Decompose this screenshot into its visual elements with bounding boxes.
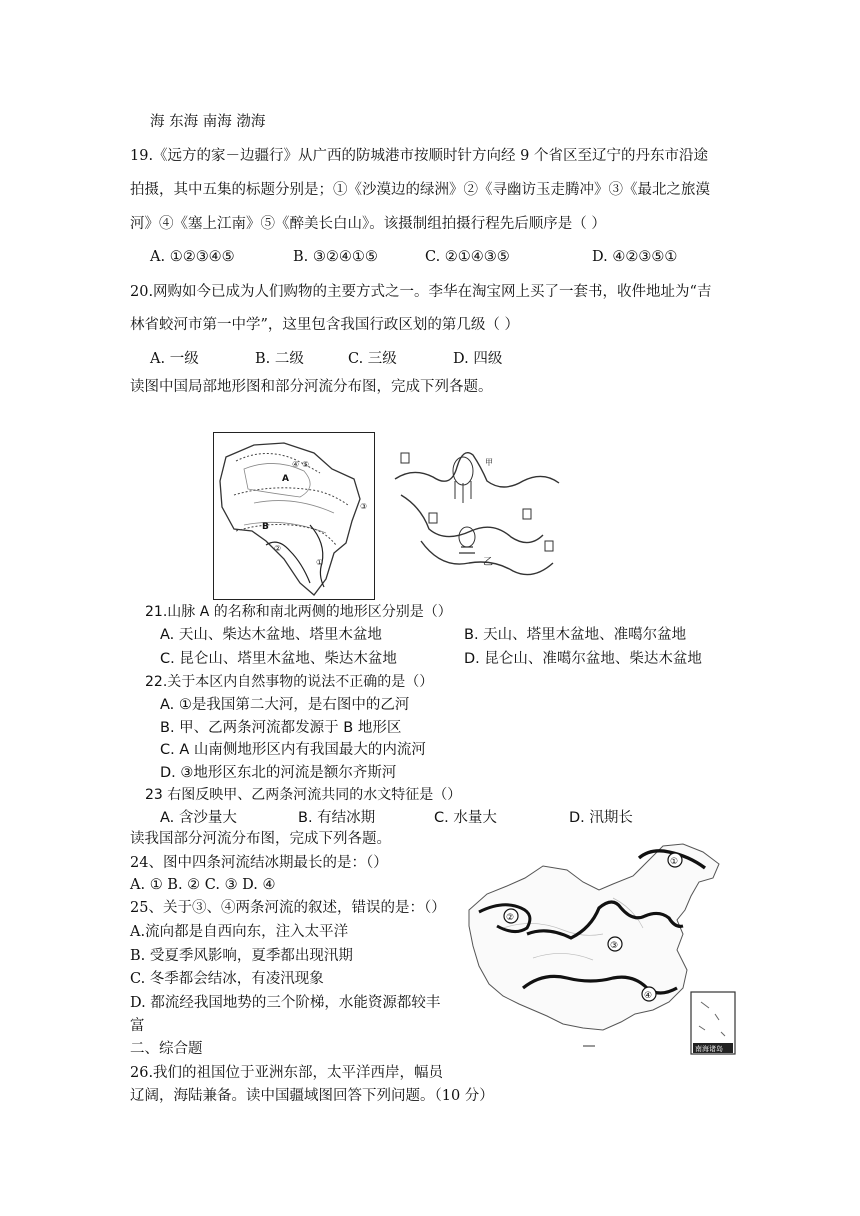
river-sketch-svg <box>393 437 561 587</box>
q21-stem: 21.山脉 A 的名称和南北两侧的地形区分别是（） <box>145 604 452 620</box>
q20-option-a: A. 一级 <box>150 351 199 367</box>
q22-stem: 22.关于本区内自然事物的说法不正确的是（） <box>145 674 434 690</box>
q23-option-d: D. 汛期长 <box>569 810 633 826</box>
q24-stem: 24、图中四条河流结冰期最长的是：（） <box>130 855 388 871</box>
q26-line1: 26.我们的祖国位于亚洲东部，太平洋西岸，幅员 <box>130 1065 444 1081</box>
inset-label: 南海诸岛 <box>695 1045 723 1053</box>
q20-option-c: C. 三级 <box>348 351 397 367</box>
terrain-map-svg <box>214 433 374 599</box>
q21-option-c: C. 昆仑山、塔里木盆地、柴达木盆地 <box>160 651 397 667</box>
section-2-title: 二、综合题 <box>130 1041 203 1057</box>
q19-line3: 河》④《塞上江南》⑤《醉美长白山》。该摄制组拍摄行程先后顺序是（ ） <box>130 216 606 232</box>
q21-option-d: D. 昆仑山、准噶尔盆地、柴达木盆地 <box>464 651 702 667</box>
q19-option-c: C. ②①④③⑤ <box>425 249 510 265</box>
rivers-map-label-3: ③ <box>610 941 619 951</box>
q20-line2: 林省蛟河市第一中学”，这里包含我国行政区划的第几级（ ） <box>130 317 520 333</box>
intro-21: 读图中国局部地形图和部分河流分布图，完成下列各题。 <box>130 379 493 395</box>
q25-option-c: C. 冬季都会结冰，有凌汛现象 <box>130 971 324 987</box>
q20-line1: 20.网购如今已成为人们购物的主要方式之一。李华在淘宝网上买了一套书，收件地址为“吉 <box>130 284 712 300</box>
sketch-label-jia: 甲 <box>485 458 493 467</box>
q19-option-a: A. ①②③④⑤ <box>150 249 235 265</box>
q25-option-a: A.流向都是自西向东，注入太平洋 <box>130 924 349 940</box>
q19-line2: 拍摄，其中五集的标题分别是；①《沙漠边的绿洲》②《寻幽访玉走腾冲》③《最北之旅漠 <box>130 182 710 198</box>
q23-option-a: A. 含沙量大 <box>160 810 237 826</box>
q22-option-a: A. ①是我国第二大河，是右图中的乙河 <box>160 697 410 713</box>
q21-option-a: A. 天山、柴达木盆地、塔里木盆地 <box>160 627 382 643</box>
q24-options: A. ① B. ② C. ③ D. ④ <box>130 877 276 893</box>
rivers-map-label-1: ① <box>670 857 679 867</box>
q26-line2: 辽阔，海陆兼备。读中国疆域图回答下列问题。（10 分） <box>130 1088 494 1104</box>
q25-option-b: B. 受夏季风影响，夏季都出现汛期 <box>130 948 353 964</box>
map-label-b: B <box>262 522 269 532</box>
rivers-map-label-4: ④ <box>644 991 653 1001</box>
map-label-m5: ⑤ <box>302 460 310 469</box>
map-label-a: A <box>282 474 289 484</box>
q20-option-d: D. 四级 <box>453 351 503 367</box>
q22-option-b: B. 甲、乙两条河流都发源于 B 地形区 <box>160 720 402 736</box>
map-label-m2: ② <box>274 544 282 553</box>
q19-line1: 19.《远方的家－边疆行》从广西的防城港市按顺时针方向经 9 个省区至辽宁的丹东市沿途 <box>130 148 708 164</box>
china-rivers-map-svg <box>463 838 741 1058</box>
q22-option-c: C. A 山南侧地形区内有我国最大的内流河 <box>160 742 426 758</box>
q18-tail: 海 东海 南海 渤海 <box>150 114 266 130</box>
q25-stem: 25、关于③、④两条河流的叙述，错误的是：（） <box>130 900 446 916</box>
q23-stem: 23 右图反映甲、乙两条河流共同的水文特征是（） <box>145 787 462 803</box>
q25-option-d: D. 都流经我国地势的三个阶梯，水能资源都较丰 <box>130 995 441 1011</box>
q19-option-b: B. ③②④①⑤ <box>293 249 378 265</box>
intro-24: 读我国部分河流分布图，完成下列各题。 <box>130 831 391 847</box>
sketch-label-yi: 乙 <box>483 557 493 568</box>
map-label-m1: ① <box>316 558 324 567</box>
q23-option-c: C. 水量大 <box>434 810 497 826</box>
q21-option-b: B. 天山、塔里木盆地、准噶尔盆地 <box>464 627 687 643</box>
q19-option-d: D. ④②③⑤① <box>592 249 678 265</box>
map-label-m4: ④ <box>292 460 300 469</box>
river-sketch-figure <box>393 437 561 587</box>
map-label-m3: ③ <box>360 502 368 511</box>
q20-option-b: B. 二级 <box>255 351 304 367</box>
q22-option-d: D. ③地形区东北的河流是额尔齐斯河 <box>160 765 397 781</box>
rivers-map-label-2: ② <box>506 913 515 923</box>
terrain-map-figure <box>213 432 375 600</box>
china-rivers-map-figure <box>463 838 741 1058</box>
q25-option-d-cont: 富 <box>130 1018 145 1034</box>
q23-option-b: B. 有结冰期 <box>298 810 376 826</box>
